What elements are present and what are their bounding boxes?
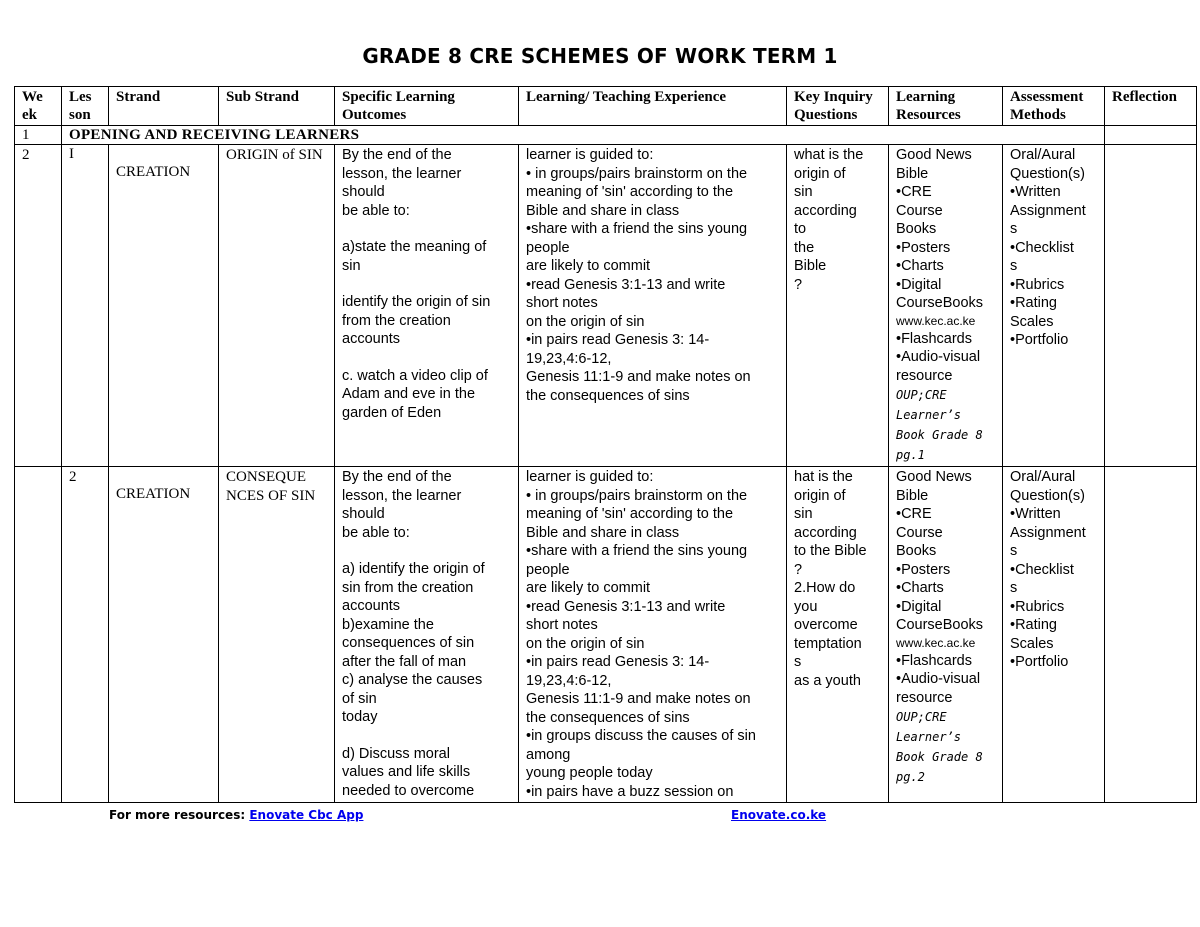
text-line: Scales — [1010, 635, 1054, 652]
text-line: Bible and share in class — [526, 202, 680, 219]
text-line: Question(s) — [1010, 165, 1085, 182]
text-line: origin of — [794, 487, 846, 504]
text-line: • in groups/pairs brainstorm on the — [526, 487, 748, 504]
strand-cell: CREATION — [109, 145, 219, 467]
text-line: Scales — [1010, 313, 1054, 330]
text-line: •in pairs read Genesis 3: 14- — [526, 654, 710, 670]
text-line: hat is the — [794, 469, 853, 485]
text-line: needed to overcome — [342, 782, 475, 799]
resource-website: www.kec.ac.ke — [896, 635, 976, 650]
text-line: meaning of 'sin' according to the — [526, 184, 734, 200]
text-line: ? — [794, 276, 803, 293]
text-line: the consequences of sins — [526, 709, 690, 726]
text-line: after the fall of man — [342, 653, 467, 670]
text-line: identify the origin of sin — [342, 294, 491, 310]
text-line: are likely to commit — [526, 258, 651, 274]
text-line: s — [1010, 258, 1018, 274]
text-line: •share with a friend the sins young — [526, 221, 748, 237]
text-line: •read Genesis 3:1-13 and write — [526, 598, 726, 615]
text-line: today — [342, 709, 378, 725]
text-line: Genesis 11:1-9 and make notes on — [526, 691, 751, 707]
text-line: Oral/Aural — [1010, 147, 1076, 163]
text-line: CourseBooks — [896, 295, 984, 311]
text-line: s — [794, 654, 802, 670]
text-line: 19,23,4:6-12, — [526, 672, 612, 689]
text-line: Adam and eve in the — [342, 386, 476, 402]
footer-resources — [109, 808, 363, 822]
header-assessment-methods: Assessment Methods — [1003, 87, 1105, 126]
reflection-cell — [1105, 145, 1197, 467]
text-line: should — [342, 506, 385, 522]
table-row — [15, 145, 1197, 467]
blank-line — [342, 275, 511, 293]
text-line: Books — [896, 543, 937, 559]
text-line: •Rating — [1010, 295, 1057, 311]
text-line: •Rubrics — [1010, 598, 1065, 615]
resources-cell — [889, 145, 1003, 467]
text-line: •Written — [1010, 184, 1061, 200]
text-line: learner is guided to: — [526, 469, 654, 485]
text-line: according — [794, 202, 857, 219]
text-line: CourseBooks — [896, 617, 984, 633]
week-1-reflection — [1105, 126, 1197, 145]
header-lesson: Les son — [62, 87, 109, 126]
text-line: s — [1010, 543, 1018, 559]
text-line: Question(s) — [1010, 487, 1085, 504]
schemes-of-work-table — [14, 86, 1197, 803]
text-line: •Portfolio — [1010, 654, 1069, 670]
text-line: •Rating — [1010, 617, 1057, 633]
text-line: By the end of the — [342, 469, 452, 485]
text-line: people — [526, 239, 570, 256]
text-line: •in pairs have a buzz session on — [526, 783, 734, 800]
header-row — [15, 87, 1197, 126]
text-line: sin — [794, 506, 813, 522]
text-line: • in groups/pairs brainstorm on the — [526, 165, 748, 182]
text-line: accounts — [342, 598, 401, 614]
text-line: Assignment — [1010, 524, 1086, 541]
blank-line — [342, 727, 511, 745]
blank-line — [342, 349, 511, 367]
text-line: to — [794, 221, 807, 237]
text-line: resource — [896, 367, 953, 384]
text-line: Book Grade 8 — [896, 750, 983, 764]
week-cell — [15, 467, 62, 803]
text-line: Book Grade 8 — [896, 428, 983, 442]
resources-cell — [889, 467, 1003, 803]
text-line: overcome — [794, 617, 858, 633]
text-line: •share with a friend the sins young — [526, 543, 748, 559]
header-strand: Strand — [109, 87, 219, 126]
text-line: on the origin of sin — [526, 313, 645, 330]
text-line: sin — [794, 184, 813, 200]
text-line: values and life skills — [342, 764, 471, 780]
text-line: 19,23,4:6-12, — [526, 350, 612, 367]
assessment-cell — [1003, 467, 1105, 803]
text-line: •Flashcards — [896, 652, 972, 669]
text-line: of sin — [342, 690, 377, 707]
week-1-row — [15, 126, 1197, 145]
text-line: •Flashcards — [896, 330, 972, 347]
experience-cell — [519, 467, 787, 803]
text-line: ? — [794, 561, 803, 578]
text-line: Bible — [896, 165, 929, 182]
header-learning-resources: Learning Resources — [889, 87, 1003, 126]
text-line: the — [794, 239, 815, 256]
text-line: be able to: — [342, 202, 410, 219]
text-line: •Posters — [896, 561, 951, 578]
text-line: •Audio-visual — [896, 671, 981, 687]
text-line: temptation — [794, 635, 862, 652]
header-reflection: Reflection — [1105, 87, 1197, 126]
text-line: according — [794, 524, 857, 541]
text-line: on the origin of sin — [526, 635, 645, 652]
strand-cell: CREATION — [109, 467, 219, 803]
assessment-cell — [1003, 145, 1105, 467]
inquiry-cell — [787, 145, 889, 467]
footer-label: For more resources: — [109, 808, 246, 822]
text-line: learner is guided to: — [526, 147, 654, 163]
outcomes-cell — [335, 145, 519, 467]
text-line: among — [526, 746, 571, 763]
lesson-cell: I — [62, 145, 109, 467]
text-line: as a youth — [794, 672, 861, 689]
text-line: 2.How do — [794, 580, 856, 596]
text-line: pg.1 — [896, 448, 925, 462]
text-line: •Charts — [896, 580, 944, 596]
text-line: •Posters — [896, 239, 951, 256]
header-week: We ek — [15, 87, 62, 126]
header-specific-learning-outcomes: Specific Learning Outcomes — [335, 87, 519, 126]
text-line: •Checklist — [1010, 561, 1074, 578]
text-line: •Digital — [896, 276, 942, 293]
text-line: Good News — [896, 147, 972, 163]
header-key-inquiry-questions: Key Inquiry Questions — [787, 87, 889, 126]
week-cell: 2 — [15, 145, 62, 467]
table-row — [15, 467, 1197, 803]
text-line: short notes — [526, 295, 598, 311]
text-line: a)state the meaning of — [342, 239, 487, 255]
text-line: people — [526, 561, 570, 578]
text-line: •in pairs read Genesis 3: 14- — [526, 332, 710, 348]
text-line: Bible — [896, 487, 929, 504]
week-1-activity: OPENING AND RECEIVING LEARNERS — [62, 126, 1105, 145]
text-line: Bible — [794, 258, 827, 274]
page-title: GRADE 8 CRE SCHEMES OF WORK TERM 1 — [362, 44, 838, 68]
text-line: c) analyse the causes — [342, 672, 483, 688]
lesson-cell: 2 — [62, 467, 109, 803]
text-line: origin of — [794, 165, 846, 182]
text-line: Course — [896, 524, 943, 541]
text-line: from the creation — [342, 312, 451, 329]
inquiry-cell — [787, 467, 889, 803]
text-line: lesson, the learner — [342, 165, 462, 182]
text-line: garden of Eden — [342, 404, 442, 421]
text-line: By the end of the — [342, 147, 452, 163]
text-line: pg.2 — [896, 770, 925, 784]
text-line: Books — [896, 221, 937, 237]
text-line: Assignment — [1010, 202, 1086, 219]
text-line: short notes — [526, 617, 598, 633]
text-line: OUP;CRE — [896, 710, 947, 724]
text-line: s — [1010, 580, 1018, 596]
text-line: what is the — [794, 147, 864, 163]
text-line: •Checklist — [1010, 239, 1074, 256]
blank-line — [342, 220, 511, 238]
resource-website: www.kec.ac.ke — [896, 313, 976, 328]
text-line: •CRE — [896, 184, 932, 200]
text-line: meaning of 'sin' according to the — [526, 506, 734, 522]
text-line: consequences of sin — [342, 635, 475, 651]
text-line: •in groups discuss the causes of sin — [526, 728, 756, 744]
text-line: sin from the creation — [342, 579, 474, 596]
text-line: are likely to commit — [526, 580, 651, 596]
week-1-number: 1 — [15, 126, 62, 145]
text-line: •Digital — [896, 598, 942, 615]
header-sub-strand: Sub Strand — [219, 87, 335, 126]
enovate-app-link[interactable]: Enovate Cbc App — [249, 808, 364, 822]
text-line: young people today — [526, 765, 653, 781]
text-line: accounts — [342, 331, 401, 347]
text-line: •Written — [1010, 506, 1061, 522]
text-line: Learner’s — [896, 730, 962, 744]
text-line: should — [342, 184, 385, 200]
text-line: to the Bible — [794, 543, 867, 559]
text-line: OUP;CRE — [896, 388, 947, 402]
text-line: sin — [342, 257, 361, 274]
text-line: be able to: — [342, 524, 410, 541]
text-line: Good News — [896, 469, 972, 485]
blank-line — [342, 542, 511, 560]
text-line: s — [1010, 221, 1018, 237]
text-line: Course — [896, 202, 943, 219]
text-line: Genesis 11:1-9 and make notes on — [526, 369, 751, 385]
text-line: b)examine the — [342, 616, 434, 633]
text-line: •Audio-visual — [896, 349, 981, 365]
outcomes-cell — [335, 467, 519, 803]
header-learning-teaching-experience: Learning/ Teaching Experience — [519, 87, 787, 126]
text-line: resource — [896, 689, 953, 706]
enovate-site-link[interactable]: Enovate.co.ke — [731, 808, 827, 822]
text-line: •Rubrics — [1010, 276, 1065, 293]
sub-strand-cell: CONSEQUE NCES OF SIN — [219, 467, 335, 803]
reflection-cell — [1105, 467, 1197, 803]
text-line: •read Genesis 3:1-13 and write — [526, 276, 726, 293]
experience-cell — [519, 145, 787, 467]
text-line: •Charts — [896, 258, 944, 274]
text-line: Oral/Aural — [1010, 469, 1076, 485]
text-line: •CRE — [896, 506, 932, 522]
text-line: c. watch a video clip of — [342, 367, 488, 384]
footer-site — [731, 808, 826, 822]
text-line: lesson, the learner — [342, 487, 462, 504]
text-line: Learner’s — [896, 408, 962, 422]
text-line: •Portfolio — [1010, 332, 1069, 348]
sub-strand-cell: ORIGIN of SIN — [219, 145, 335, 467]
text-line: the consequences of sins — [526, 387, 690, 404]
text-line: a) identify the origin of — [342, 561, 485, 577]
text-line: you — [794, 598, 818, 615]
text-line: Bible and share in class — [526, 524, 680, 541]
text-line: d) Discuss moral — [342, 745, 450, 762]
